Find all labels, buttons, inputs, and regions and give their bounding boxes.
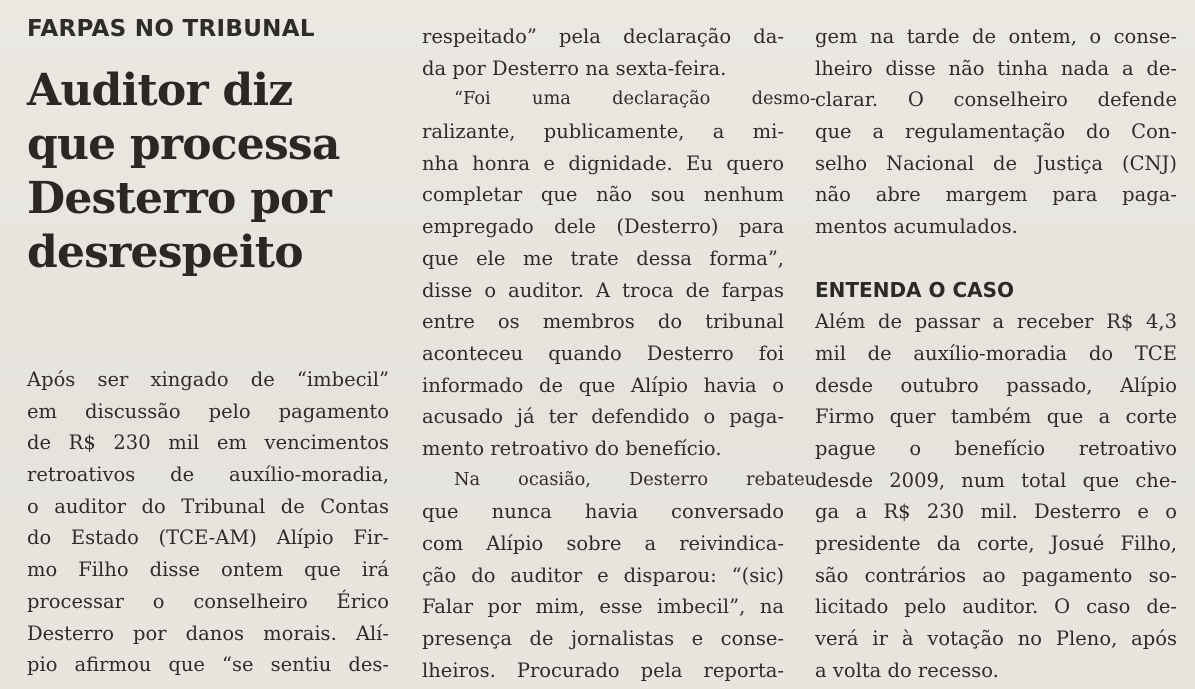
text-line: que ele me trate dessa forma”, (422, 246, 784, 270)
body-text-column-3 (815, 21, 1177, 686)
text-line: presidente da corte, Josué Filho, (815, 532, 1177, 555)
text-line: presença de jornalistas e conse- (422, 627, 784, 651)
text-line: lheiro disse não tinha nada a de- (815, 56, 1177, 80)
text-line: Firmo quer também que a corte (815, 405, 1177, 429)
text-line: em discussão pelo pagamento (27, 399, 389, 423)
text-line: completar que não sou nenhum (422, 183, 784, 207)
text-line: Desterro por danos morais. Alí- (27, 621, 389, 645)
text-line: a volta do recesso. (815, 658, 999, 682)
text-line: aconteceu quando Desterro foi (422, 341, 784, 365)
text-line: mo Filho disse ontem que irá (27, 558, 389, 582)
text-line: não abre margem para paga- (815, 183, 1177, 207)
text-line: pio afirmou que “se sentiu des- (27, 653, 389, 677)
text-line: com Alípio sobre a reivindica- (422, 532, 784, 555)
text-line: entre os membros do tribunal (422, 310, 784, 334)
text-line: licitado pelo auditor. O caso de- (815, 595, 1177, 619)
headline-line: que processa (27, 119, 340, 170)
text-line: processar o conselheiro Érico (27, 589, 389, 613)
body-text-column-1 (27, 364, 389, 681)
paragraph-gap (815, 243, 1177, 275)
text-line: ção do auditor e disparou: “(sic) (422, 563, 784, 587)
text-line: Na ocasião, Desterro rebateu (454, 469, 816, 490)
text-line: clarar. O conselheiro defende (815, 88, 1177, 112)
text-line: gem na tarde de ontem, o conse- (815, 25, 1177, 48)
subhead: ENTENDA O CASO (815, 277, 1015, 302)
text-line: desde 2009, num total que che- (815, 468, 1177, 492)
text-line: acusado já ter defendido o paga- (422, 405, 784, 429)
text-line: mil de auxílio-moradia do TCE (815, 341, 1177, 365)
text-line: Falar por mim, esse imbecil”, na (422, 595, 784, 619)
headline-line: desrespeito (27, 227, 303, 278)
text-line: “Foi uma declaração desmo- (454, 89, 816, 110)
text-line: pague o benefício retroativo (815, 436, 1177, 460)
text-line: do Estado (TCE-AM) Alípio Fir- (27, 526, 389, 550)
text-line: ralizante, publicamente, a mi- (422, 120, 784, 144)
text-line: respeitado” pela declaração da- (422, 25, 784, 48)
text-line: empregado dele (Desterro) para (422, 215, 784, 239)
kicker: FARPAS NO TRIBUNAL (27, 16, 315, 42)
text-line: da por Desterro na sexta-feira. (422, 56, 727, 80)
headline-line: Auditor diz (27, 65, 293, 116)
body-text-column-2 (422, 21, 816, 686)
text-line: que a regulamentação do Con- (815, 120, 1177, 144)
text-line: nha honra e dignidade. Eu quero (422, 151, 784, 175)
text-line: que nunca havia conversado (422, 500, 784, 524)
text-line: são contrários ao pagamento so- (815, 563, 1177, 587)
text-line: Além de passar a receber R$ 4,3 (815, 310, 1177, 334)
headline (27, 64, 340, 280)
text-line: retroativos de auxílio-moradia, (27, 463, 389, 487)
text-line: mentos acumulados. (815, 215, 1018, 239)
text-line: verá ir à votação no Pleno, após (815, 627, 1177, 651)
text-line: Após ser xingado de “imbecil” (27, 368, 389, 391)
text-line: lheiros. Procurado pela reporta- (422, 658, 784, 682)
text-line: disse o auditor. A troca de farpas (422, 278, 784, 302)
text-line: mento retroativo do benefício. (422, 436, 722, 460)
text-line: o auditor do Tribunal de Contas (27, 494, 389, 518)
headline-line: Desterro por (27, 173, 331, 224)
text-line: informado de que Alípio havia o (422, 373, 784, 397)
text-line: desde outubro passado, Alípio (815, 373, 1177, 397)
text-line: de R$ 230 mil em vencimentos (27, 431, 389, 455)
text-line: ga a R$ 230 mil. Desterro e o (815, 500, 1177, 524)
text-line: selho Nacional de Justiça (CNJ) (815, 151, 1177, 175)
